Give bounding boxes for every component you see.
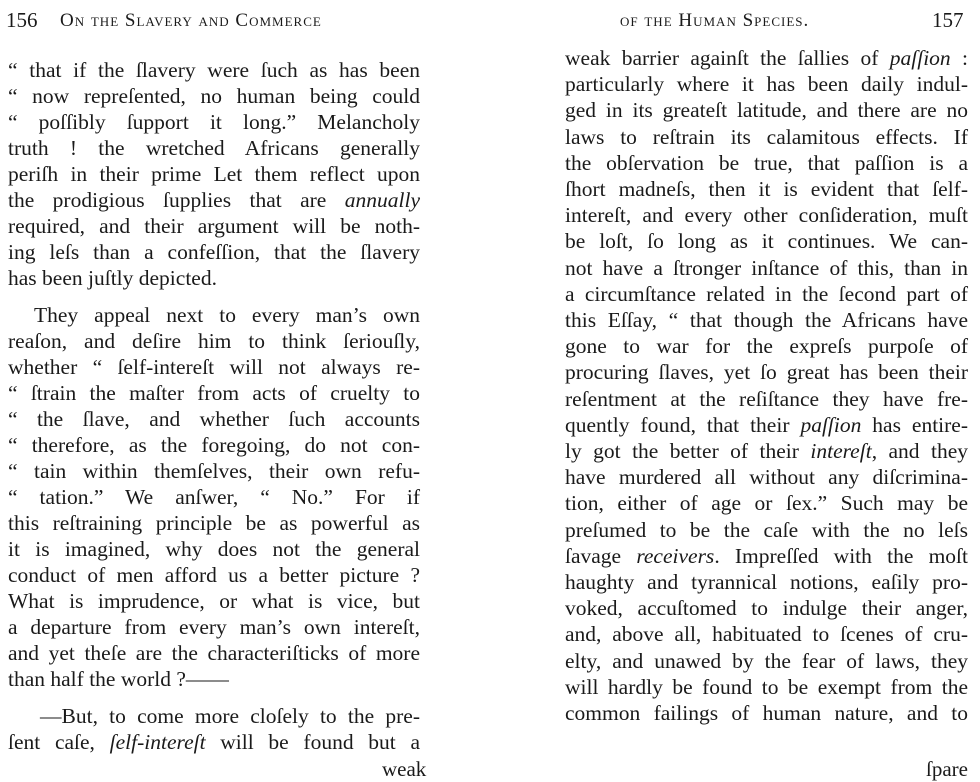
right-text-line: weak barrier againſt the ſallies of paſſion : bbox=[565, 46, 968, 70]
left-page-number: 156 bbox=[6, 8, 38, 32]
left-text-line: “ tation.” We anſwer, “ No.” For if bbox=[8, 485, 420, 509]
right-text-line: laws to reſtrain its calamitous effects. If bbox=[565, 124, 968, 149]
left-text-line: it is imagined, why does not the general bbox=[8, 537, 420, 561]
left-text-line: has been juſtly depicted. bbox=[8, 266, 217, 290]
right-text-line: a circumſtance related in the ſecond part of bbox=[565, 281, 968, 306]
left-text-line: What is imprudence, or what is vice, but bbox=[8, 589, 420, 613]
right-text-line: common failings of human nature, and to bbox=[565, 701, 968, 725]
left-running-head: On the Slavery and Commerce bbox=[60, 10, 322, 31]
right-text-line: ſavage receivers. Impreſſed with the moſt bbox=[565, 543, 968, 568]
right-text-line: will hardly be found to be exempt from the bbox=[565, 674, 968, 699]
right-text-line: preſumed to be the caſe with the no leſs bbox=[565, 517, 968, 542]
right-text-line: ged in its greateſt latitude, and there are no bbox=[565, 98, 968, 123]
right-text-line: the obſervation be true, that paſſion is a bbox=[565, 150, 968, 175]
left-text-line: ing leſs than a confeſſion, that the ſlavery bbox=[8, 240, 420, 264]
left-text-line: “ tain within themſelves, their own refu- bbox=[8, 459, 420, 483]
right-text-line: quently found, that their paſſion has entire- bbox=[565, 412, 969, 437]
left-text-line: reaſon, and deſire him to think ſeriouſly, bbox=[8, 329, 420, 353]
right-text-line: ſhort madneſs, then it is evident that ſelf- bbox=[565, 177, 968, 201]
right-page-number: 157 bbox=[932, 8, 964, 32]
right-text-line: be loſt, ſo long as it continues. We can- bbox=[565, 229, 968, 254]
left-text-line: “ that if the ſlavery were ſuch as has been bbox=[8, 58, 420, 82]
left-text-line: periſh in their prime Let them reflect upon bbox=[8, 162, 420, 186]
right-text-line: reſentment at the reſiſtance they have fre- bbox=[565, 386, 968, 411]
left-text-line: ſent caſe, ſelf-intereſt will be found but a bbox=[8, 730, 421, 754]
left-catchword: weak bbox=[382, 757, 427, 781]
right-text-line: tion, either of age or ſex.” Such may be bbox=[565, 491, 968, 516]
left-text-line: required, and their argument will be noth- bbox=[8, 214, 420, 238]
right-text-line: voked, accuſtomed to indulge their anger, bbox=[565, 596, 968, 621]
right-catchword: ſpare bbox=[926, 757, 968, 781]
right-text-line: have murdered all without any diſcrimina- bbox=[565, 465, 968, 490]
left-text-line: “ poſſibly ſupport it long.” Melancholy bbox=[8, 110, 420, 134]
left-text-line: “ ſtrain the maſter from acts of cruelty to bbox=[8, 381, 420, 405]
right-text-line: procuring ſlaves, yet ſo great has been their bbox=[565, 360, 968, 385]
left-text-line: the prodigious ſupplies that are annually bbox=[8, 188, 420, 212]
right-text-line: this Eſſay, “ that though the Africans have bbox=[565, 308, 968, 332]
right-text-line: elty, and unawed by the fear of laws, they bbox=[565, 648, 968, 673]
left-page bbox=[0, 0, 490, 780]
right-page bbox=[490, 0, 980, 780]
left-text-line: “ therefore, as the foregoing, do not con- bbox=[8, 433, 420, 457]
right-text-line: ly got the better of their intereſt, and they bbox=[565, 439, 969, 463]
left-text-line: —But, to come more cloſely to the pre- bbox=[40, 704, 420, 728]
right-running-head: of the Human Species. bbox=[620, 10, 810, 31]
left-text-line: “ now repreſented, no human being could bbox=[8, 84, 420, 108]
right-text-line: and, above all, habituated to ſcenes of cru- bbox=[565, 622, 968, 647]
right-text-line: intereſt, and every other conſideration, muſt bbox=[565, 203, 968, 228]
left-text-line: than half the world ?—— bbox=[8, 667, 229, 691]
left-text-line: and yet theſe are the characteriſticks of more bbox=[8, 641, 420, 665]
left-text-line: “ the ſlave, and whether ſuch accounts bbox=[8, 407, 420, 431]
right-text-line: not have a ſtronger inſtance of this, than in bbox=[565, 255, 968, 280]
left-text-line: whether “ ſelf-intereſt will not always re- bbox=[8, 355, 420, 379]
right-text-line: haughty and tyrannical notions, eaſily pro- bbox=[565, 570, 968, 594]
left-text-line: this reſtraining principle be as powerful as bbox=[8, 511, 420, 535]
left-text-line: They appeal next to every man’s own bbox=[34, 303, 420, 327]
right-text-line: gone to war for the expreſs purpoſe of bbox=[565, 334, 968, 359]
left-text-line: a departure from every man’s own intereſt, bbox=[8, 615, 420, 639]
left-text-line: conduct of men afford us a better picture ? bbox=[8, 563, 420, 587]
left-text-line: truth ! the wretched Africans generally bbox=[8, 136, 420, 160]
right-text-line: particularly where it has been daily indul- bbox=[565, 72, 968, 97]
